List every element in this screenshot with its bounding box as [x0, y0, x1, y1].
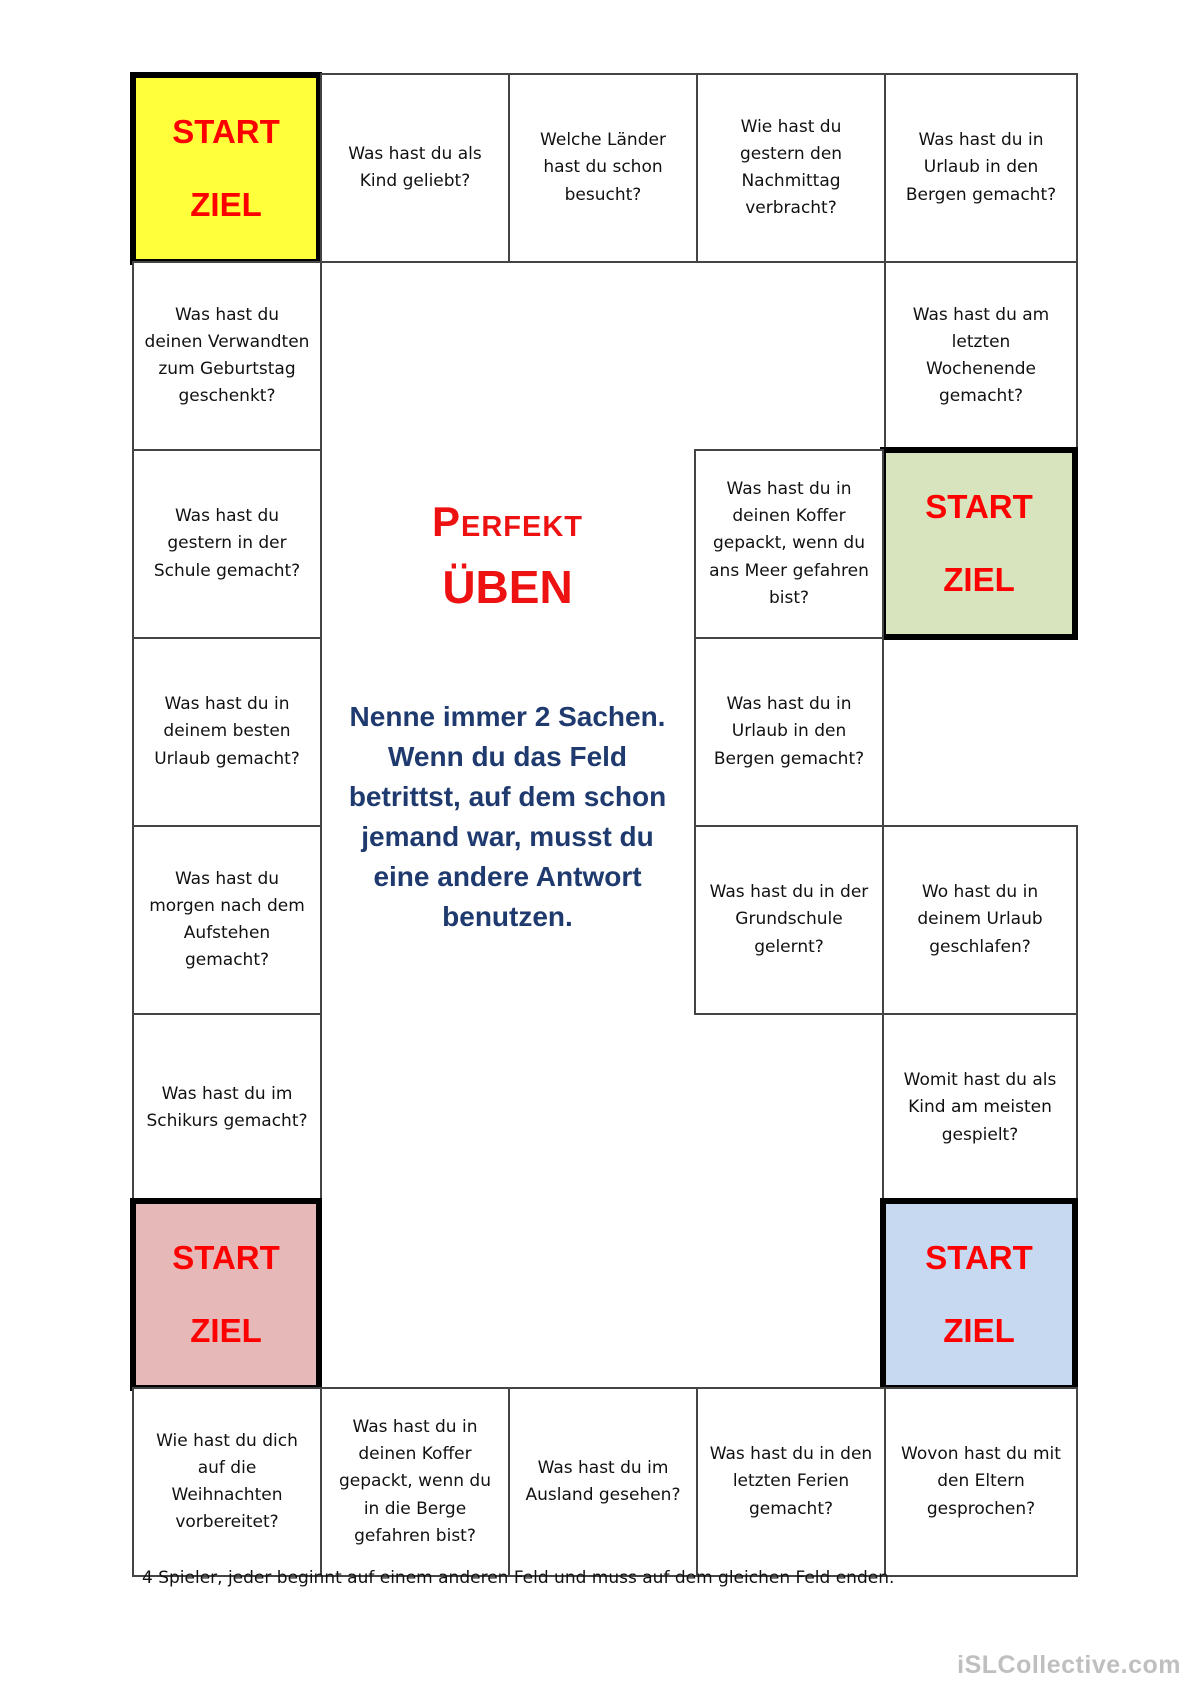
- board-field: [132, 1387, 322, 1577]
- board-field: [694, 449, 884, 639]
- field-question: Was hast du deinen Verwandten zum Geburtstag geschenkt?: [144, 304, 310, 407]
- field-question: Was hast du als Kind geliebt?: [348, 143, 482, 191]
- start-field-green: [880, 447, 1078, 640]
- board-field: [696, 1387, 886, 1577]
- board-field: [132, 1013, 322, 1203]
- board-field: [132, 825, 322, 1015]
- board-field: [132, 449, 322, 639]
- rules-note: 4 Spieler, jeder beginnt auf einem anderen Feld und muss auf dem gleichen Feld enden.: [142, 1568, 895, 1588]
- field-question: Was hast du in deinen Koffer gepackt, wenn du in die Berge gefahren bist?: [338, 1417, 491, 1546]
- start-field-red: [130, 1198, 322, 1391]
- start-label: START: [172, 113, 280, 151]
- field-question: Was hast du in Urlaub in den Bergen gemacht?: [713, 694, 865, 769]
- board-field: [694, 825, 884, 1015]
- board-field: [882, 1013, 1078, 1203]
- goal-label: ZIEL: [943, 1311, 1015, 1349]
- board-field: [884, 73, 1078, 263]
- start-label: START: [925, 488, 1033, 526]
- field-question: Was hast du morgen nach dem Aufstehen gemacht?: [149, 868, 305, 971]
- board-field: [508, 73, 698, 263]
- field-question: Wie hast du dich auf die Weihnachten vorbereitet?: [156, 1430, 298, 1533]
- field-question: Was hast du am letzten Wochenende gemacht?: [912, 304, 1050, 407]
- board-subtitle: ÜBEN: [442, 561, 573, 613]
- field-question: Wie hast du gestern den Nachmittag verbracht?: [739, 116, 843, 219]
- board-field: [882, 825, 1078, 1015]
- board-field: [508, 1387, 698, 1577]
- field-question: Welche Länder hast du schon besucht?: [540, 130, 666, 205]
- goal-label: ZIEL: [943, 560, 1015, 598]
- board-field: [320, 73, 510, 263]
- board-title: Perfekt: [431, 498, 583, 545]
- field-question: Was hast du in den letzten Ferien gemacht?: [709, 1444, 873, 1519]
- field-question: Was hast du in deinem besten Urlaub gemacht?: [154, 694, 300, 769]
- start-field-blue: [880, 1198, 1078, 1391]
- watermark: iSLCollective.com: [957, 1651, 1181, 1679]
- field-question: Wovon hast du mit den Eltern gesprochen?: [901, 1444, 1061, 1519]
- field-question: Womit hast du als Kind am meisten gespielt?: [903, 1070, 1057, 1145]
- board-field: [320, 1387, 510, 1577]
- board-field: [132, 261, 322, 451]
- start-label: START: [172, 1239, 280, 1277]
- field-question: Was hast du im Schikurs gemacht?: [146, 1083, 308, 1131]
- field-question: Was hast du gestern in der Schule gemacht?: [153, 506, 301, 581]
- board-field: [696, 73, 886, 263]
- field-question: Was hast du in der Grundschule gelernt?: [709, 882, 869, 957]
- board-field: [884, 261, 1078, 451]
- board-field: [884, 1387, 1078, 1577]
- field-question: Wo hast du in deinem Urlaub geschlafen?: [917, 882, 1043, 957]
- start-label: START: [925, 1239, 1033, 1277]
- goal-label: ZIEL: [190, 185, 262, 223]
- field-question: Was hast du in deinen Koffer gepackt, wenn du ans Meer gefahren bist?: [709, 479, 869, 608]
- field-question: Was hast du in Urlaub in den Bergen gemacht?: [905, 130, 1057, 205]
- start-field-yellow: [130, 72, 322, 265]
- game-instructions: Nenne immer 2 Sachen. Wenn du das Feld betrittst, auf dem schon jemand war, musst du eine andere Antwort benutzen.: [348, 701, 667, 932]
- goal-label: ZIEL: [190, 1311, 262, 1349]
- field-question: Was hast du im Ausland gesehen?: [525, 1457, 681, 1505]
- board-field: [132, 637, 322, 827]
- board-field: [694, 637, 884, 827]
